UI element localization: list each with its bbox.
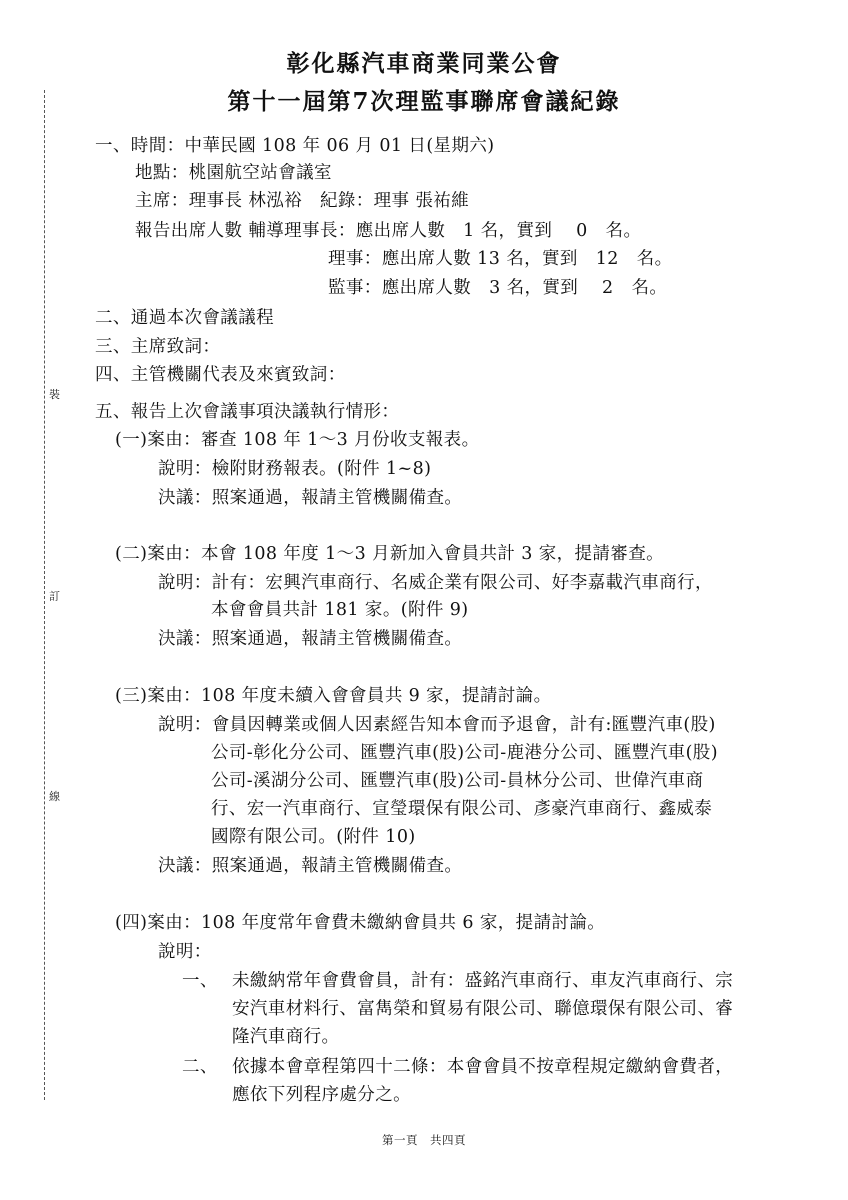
case-3-desc-cont-1: 公司-彰化分公司、匯豐汽車(股)公司-鹿港分公司、匯豐汽車(股) [211, 743, 718, 763]
attendance-row-2 [328, 247, 672, 271]
document-title: 第十一屆第7次理監事聯席會議紀錄 [227, 88, 621, 115]
org-title: 彰化縣汽車商業同業公會 [286, 50, 562, 77]
case-2-desc: 說明：計有：宏興汽車商行、名威企業有限公司、好李嘉載汽車商行， [158, 573, 713, 593]
case-3-desc-cont-4: 國際有限公司。(附件 10) [211, 827, 416, 847]
case-3-resolution: 決議：照案通過，報請主管機關備查。 [158, 856, 463, 876]
binding-mark-1: 裝 [49, 388, 60, 401]
binding-line [44, 90, 45, 1100]
case-2-subject: (二)案由：本會 108 年度 1～3 月新加入會員共計 3 家，提請審查。 [115, 544, 665, 564]
agenda-item-3: 三、主席致詞： [95, 337, 221, 357]
page-footer: 第一頁 共四頁 [382, 1133, 466, 1147]
case-4-item-1-line-1: 未繳納常年會費會員，計有：盛銘汽車商行、車友汽車商行、宗 [232, 971, 734, 991]
agenda-item-4: 四、主管機關代表及來賓致詞： [95, 365, 346, 385]
agenda-item-5: 五、報告上次會議事項決議執行情形： [95, 402, 400, 422]
case-4-item-2-num: 二、 [182, 1057, 218, 1077]
case-1-resolution: 決議：照案通過，報請主管機關備查。 [158, 488, 463, 508]
case-4-item-1-line-2: 安汽車材料行、富雋榮和貿易有限公司、聯億環保有限公司、睿 [232, 999, 734, 1019]
case-1-desc: 說明：檢附財務報表。(附件 1~8) [158, 459, 432, 479]
attendance-text-2: 應出席人數 13 名，實到 12 名。 [381, 249, 673, 269]
attendance-label: 報告出席人數 輔導理事長： [135, 221, 356, 241]
meeting-time: 一、時間：中華民國 108 年 06 月 01 日(星期六) [95, 136, 495, 156]
case-3-desc-cont-2: 公司-溪湖分公司、匯豐汽車(股)公司-員林分公司、世偉汽車商 [211, 771, 704, 791]
case-4-subject: (四)案由：108 年度常年會費未繳納會員共 6 家，提請討論。 [115, 913, 606, 933]
attendance-row-3 [328, 276, 667, 300]
case-4-item-2-line-1: 依據本會章程第四十二條：本會會員不按章程規定繳納會費者， [232, 1057, 734, 1077]
case-4-desc: 說明： [158, 942, 212, 962]
case-4-item-1-num: 一、 [182, 971, 218, 991]
case-3-subject: (三)案由：108 年度未續入會會員共 9 家，提請討論。 [115, 686, 552, 706]
binding-mark-3: 線 [49, 790, 60, 803]
meeting-chair: 主席：理事長 林泓裕 紀錄：理事 張祐維 [135, 191, 470, 211]
case-2-desc-cont: 本會會員共計 181 家。(附件 9) [211, 600, 469, 620]
attendance-text-1: 應出席人數 1 名，實到 0 名。 [355, 221, 642, 241]
case-2-resolution: 決議：照案通過，報請主管機關備查。 [158, 629, 463, 649]
attendance-role-2: 理事： [328, 249, 382, 269]
agenda-item-2: 二、通過本次會議議程 [95, 308, 274, 328]
case-4-item-1-line-3: 隆汽車商行。 [232, 1027, 340, 1047]
case-1-subject: (一)案由：審查 108 年 1～3 月份收支報表。 [115, 430, 480, 450]
attendance-text-3: 應出席人數 3 名，實到 2 名。 [381, 278, 668, 298]
attendance-role-3: 監事： [328, 278, 382, 298]
attendance-row-1 [135, 219, 641, 243]
case-3-desc: 說明：會員因轉業或個人因素經告知本會而予退會，計有:匯豐汽車(股) [158, 715, 716, 735]
case-4-item-2-line-2: 應依下列程序處分之。 [232, 1085, 411, 1105]
binding-mark-2: 訂 [49, 590, 60, 603]
meeting-place: 地點：桃園航空站會議室 [135, 163, 332, 183]
case-3-desc-cont-3: 行、宏一汽車商行、宣瑩環保有限公司、彥豪汽車商行、鑫威泰 [211, 799, 713, 819]
